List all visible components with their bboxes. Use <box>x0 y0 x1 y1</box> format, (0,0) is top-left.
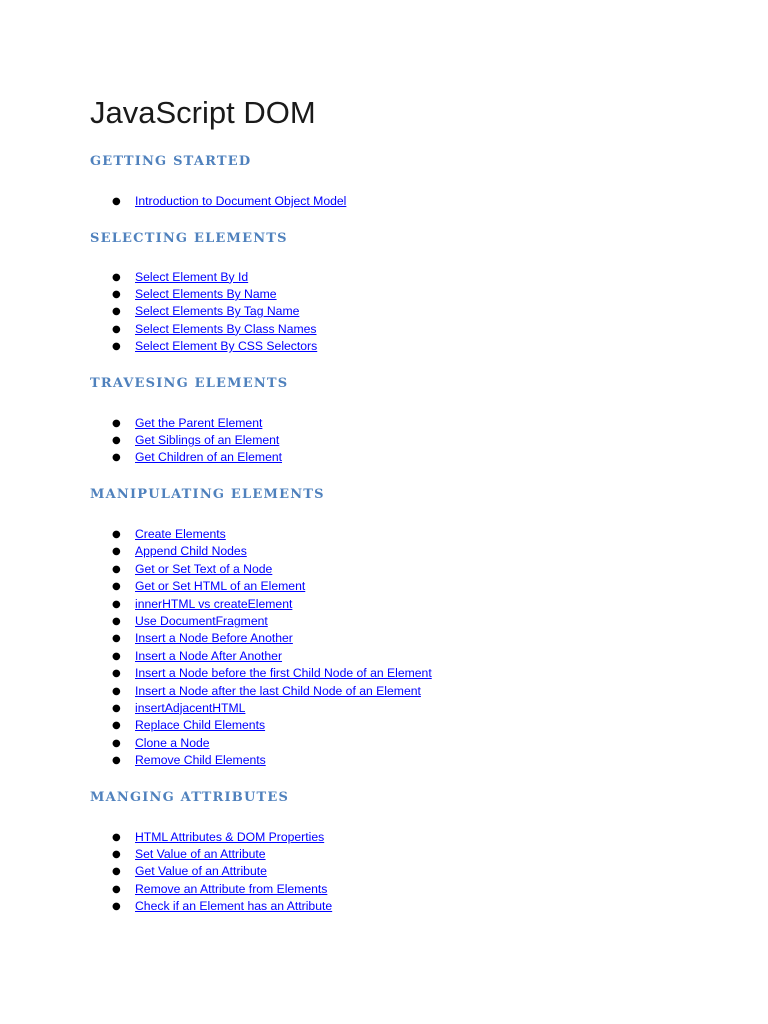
doc-link[interactable]: innerHTML vs createElement <box>135 596 293 611</box>
bullet-icon: ● <box>112 598 121 610</box>
doc-link[interactable]: Insert a Node After Another <box>135 648 283 663</box>
doc-link[interactable]: Create Elements <box>135 527 226 541</box>
doc-link[interactable]: HTML Attributes & DOM Properties <box>135 829 325 844</box>
bullet-icon: ● <box>112 668 121 680</box>
section-heading-manipulating-elements: MANIPULATING ELEMENTS <box>90 487 325 502</box>
doc-link[interactable]: Check if an Element has an Attribute <box>135 899 333 914</box>
doc-link[interactable]: Get Children of an Element <box>135 450 283 465</box>
bullet-icon: ● <box>112 417 121 429</box>
bullet-icon: ● <box>112 685 121 697</box>
doc-link[interactable]: insertAdjacentHTML <box>135 700 246 715</box>
section-heading-travesing-elements: TRAVESING ELEMENTS <box>90 376 289 391</box>
doc-link[interactable]: Remove an Attribute from Elements <box>135 881 328 896</box>
bullet-icon: ● <box>112 883 121 895</box>
doc-link[interactable]: Select Elements By Class Names <box>135 321 317 336</box>
doc-link[interactable]: Get the Parent Element <box>135 415 263 430</box>
bullet-icon: ● <box>112 529 121 540</box>
bullet-icon: ● <box>112 720 121 732</box>
doc-link[interactable]: Insert a Node before the first Child Node of an Element <box>135 666 432 681</box>
doc-link[interactable]: Select Element By Id <box>135 269 249 284</box>
doc-link[interactable]: Get Value of an Attribute <box>135 864 267 879</box>
doc-link[interactable]: Set Value of an Attribute <box>135 846 266 861</box>
doc-link[interactable]: Select Elements By Tag Name <box>135 304 300 319</box>
bullet-icon: ● <box>112 341 121 353</box>
doc-link[interactable]: Get Siblings of an Element <box>135 432 280 447</box>
bullet-icon: ● <box>112 755 121 767</box>
doc-link[interactable]: Insert a Node Before Another <box>135 631 293 646</box>
bullet-icon: ● <box>112 306 121 318</box>
doc-link[interactable]: Remove Child Elements <box>135 753 266 768</box>
bullet-icon: ● <box>112 271 121 283</box>
bullet-icon: ● <box>112 737 121 749</box>
doc-link[interactable]: Replace Child Elements <box>135 718 266 733</box>
bullet-icon: ● <box>112 650 121 662</box>
bullet-icon: ● <box>112 452 121 464</box>
section-heading-getting-started: GETTING STARTED <box>90 154 252 169</box>
doc-link[interactable]: Append Child Nodes <box>135 544 247 559</box>
bullet-icon: ● <box>112 434 121 446</box>
bullet-icon: ● <box>112 831 121 843</box>
bullet-icon: ● <box>112 633 121 645</box>
doc-link[interactable]: Get or Set Text of a Node <box>135 561 273 576</box>
doc-link[interactable]: Insert a Node after the last Child Node of an Element <box>135 683 421 698</box>
bullet-icon: ● <box>112 323 121 335</box>
bullet-icon: ● <box>112 546 121 558</box>
bullet-icon: ● <box>112 848 121 860</box>
doc-link[interactable]: Select Elements By Name <box>135 286 277 301</box>
section-heading-selecting-elements: SELECTING ELEMENTS <box>90 231 288 246</box>
section-heading-manging-attributes: MANGING ATTRIBUTES <box>90 790 290 805</box>
bullet-icon: ● <box>112 563 121 575</box>
doc-link[interactable]: Introduction to Document Object Model <box>135 194 347 208</box>
doc-link[interactable]: Get or Set HTML of an Element <box>135 579 306 594</box>
bullet-icon: ● <box>112 581 121 593</box>
bullet-icon: ● <box>112 196 121 207</box>
doc-link[interactable]: Select Element By CSS Selectors <box>135 339 318 354</box>
doc-link[interactable]: Use DocumentFragment <box>135 613 268 628</box>
bullet-icon: ● <box>112 288 121 300</box>
page-title: JavaScript DOM <box>90 95 316 130</box>
doc-link[interactable]: Clone a Node <box>135 735 210 750</box>
bullet-icon: ● <box>112 901 121 913</box>
bullet-icon: ● <box>112 702 121 714</box>
bullet-icon: ● <box>112 866 121 878</box>
bullet-icon: ● <box>112 615 121 627</box>
